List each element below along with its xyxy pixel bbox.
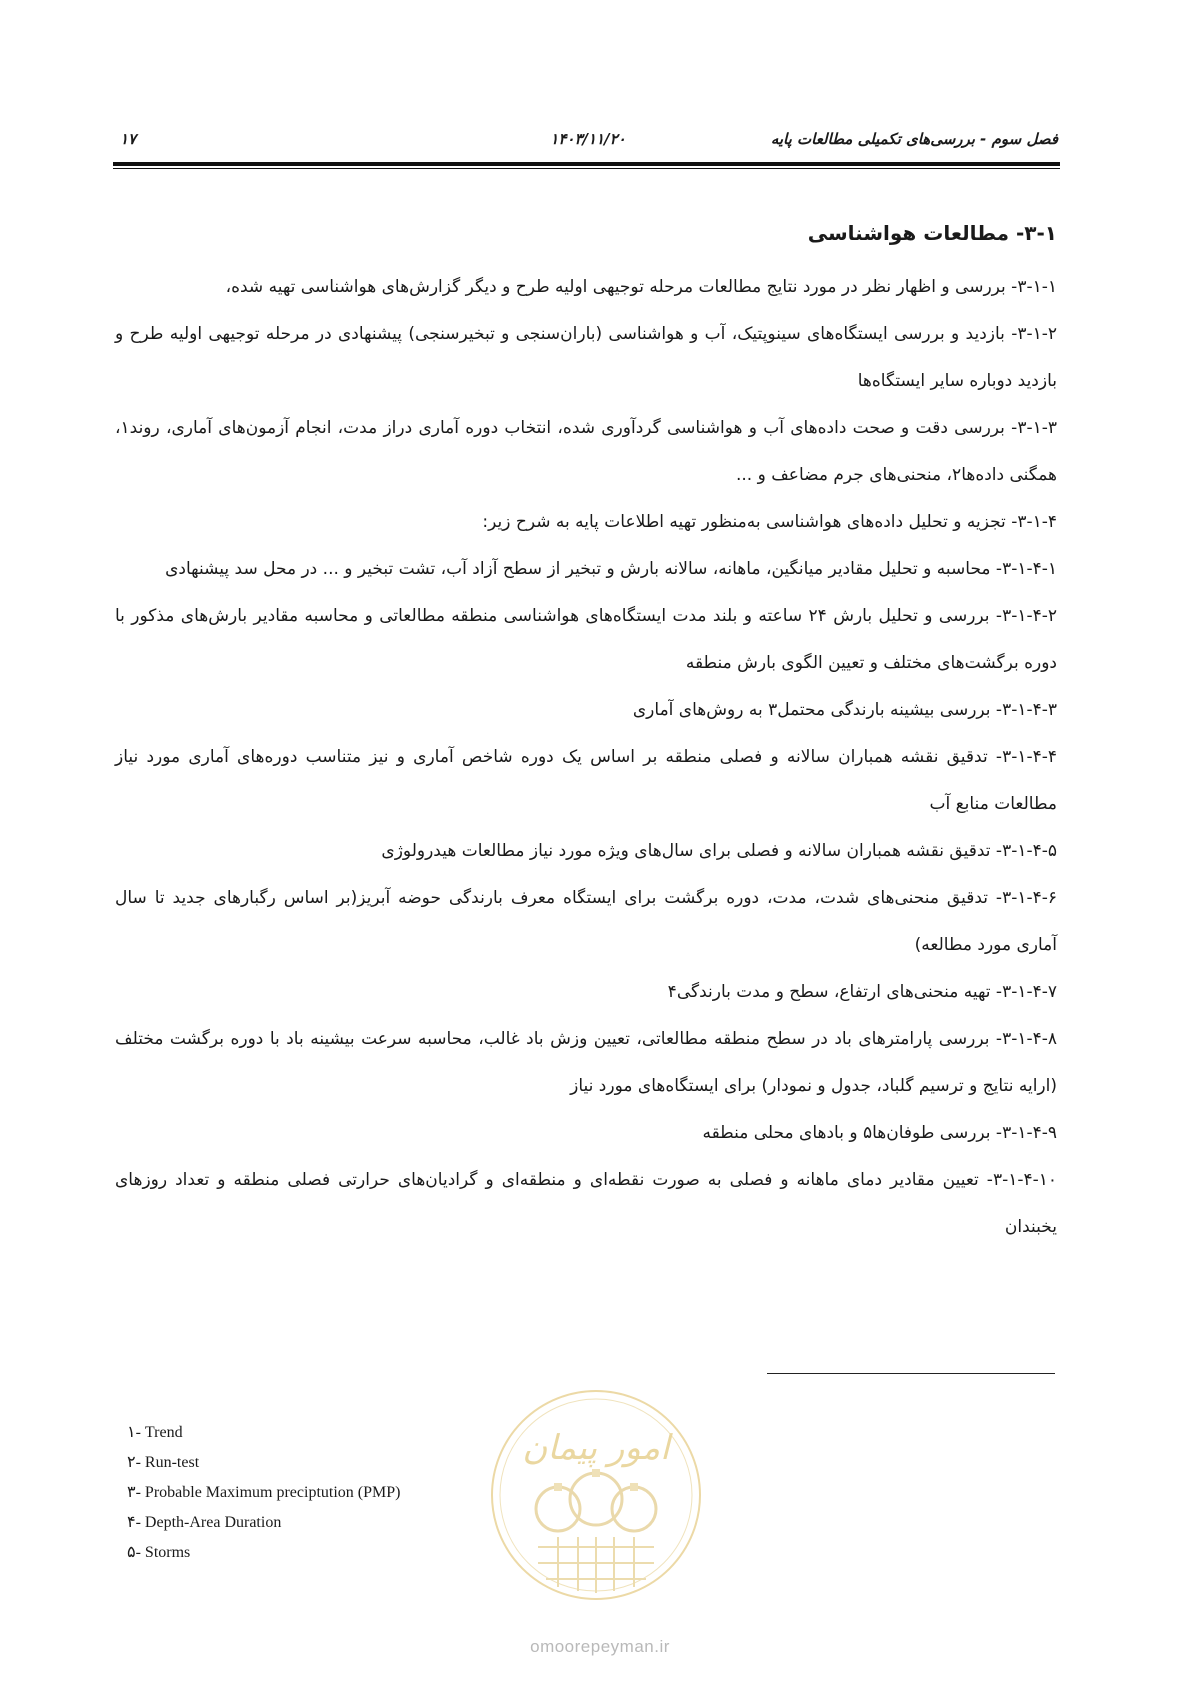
- list-item: ۳-۱-۴-۱۰- تعیین مقادیر دمای ماهانه و فصلی به صورت نقطه‌ای و منطقه‌ای و گرادیان‌های حرارتی فصلی منطقه و تعداد روزهای یخبندان: [115, 1170, 1057, 1237]
- watermark-logo-text: امور پیمان: [522, 1428, 670, 1468]
- footnote: ۴- Depth-Area Duration: [127, 1514, 282, 1531]
- header-rule-thick: [113, 162, 1060, 166]
- list-item: ۳-۱-۳- بررسی دقت و صحت داده‌های آب و هواشناسی گردآوری شده، انتخاب دوره آماری دراز مدت، انجام آزمون‌های آماری، روند۱، همگنی داده‌ها۲، منحنی‌های جرم مضاعف و ...: [115, 418, 1057, 485]
- footnote: ۳- Probable Maximum preciptution (PMP): [127, 1484, 401, 1501]
- header-rule-thin: [113, 168, 1060, 169]
- list-item: ۳-۱-۴-۲- بررسی و تحلیل بارش ۲۴ ساعته و بلند مدت ایستگاه‌های هواشناسی منطقه مطالعاتی و محاسبه مقادیر بارش‌های مذکور با دوره برگشت‌های مختلف و تعیین الگوی بارش منطقه: [115, 606, 1057, 673]
- chapter-title: فصل سوم - بررسی‌های تکمیلی مطالعات پایه: [770, 130, 1058, 148]
- list-item: ۳-۱-۴- تجزیه و تحلیل داده‌های هواشناسی به‌منظور تهیه اطلاعات پایه به شرح زیر:: [482, 512, 1057, 532]
- list-item: ۳-۱-۴-۶- تدقیق منحنی‌های شدت، مدت، دوره برگشت برای ایستگاه معرف بارندگی حوضه آبریز(بر اساس رگبارهای جدید تا سال آماری مورد مطالعه): [115, 888, 1057, 955]
- footnote: ۵- Storms: [127, 1544, 191, 1561]
- list-item: ۳-۱-۴-۱- محاسبه و تحلیل مقادیر میانگین، ماهانه، سالانه بارش و تبخیر از سطح آزاد آب، تشت تبخیر و ... در محل سد پیشنهادی: [165, 559, 1057, 579]
- list-item: ۳-۱-۴-۷- تهیه منحنی‌های ارتفاع، سطح و مدت بارندگی۴: [667, 982, 1057, 1002]
- section-title: ۳-۱- مطالعات هواشناسی: [807, 221, 1057, 245]
- footnote-separator: [767, 1373, 1055, 1374]
- list-item: ۳-۱-۴-۴- تدقیق نقشه همباران سالانه و فصلی منطقه بر اساس یک دوره شاخص آماری و نیز متناسب دوره‌های آماری مورد نیاز مطالعات منابع آب: [115, 747, 1057, 814]
- list-item: ۳-۱-۱- بررسی و اظهار نظر در مورد نتایج مطالعات مرحله توجیهی اولیه طرح و دیگر گزارش‌های هواشناسی تهیه شده،: [225, 277, 1057, 297]
- footnote: ۲- Run-test: [127, 1454, 200, 1471]
- watermark-logo-icon: [488, 1387, 704, 1603]
- list-item: ۳-۱-۲- بازدید و بررسی ایستگاه‌های سینوپتیک، آب و هواشناسی (باران‌سنجی و تبخیرسنجی) پیشنهادی در مرحله توجیهی اولیه طرح و بازدید دوباره سایر ایستگاه‌ها: [115, 324, 1057, 391]
- page-number: ۱۷: [120, 130, 137, 148]
- footnote: ۱- Trend: [127, 1424, 183, 1441]
- main-content: [115, 218, 1057, 1251]
- list-item: ۳-۱-۴-۵- تدقیق نقشه همباران سالانه و فصلی برای سال‌های ویژه مورد نیاز مطالعات هیدرولوژی: [381, 841, 1057, 861]
- page-header: [118, 130, 1058, 158]
- document-date: ۱۴۰۳/۱۱/۲۰: [550, 130, 626, 148]
- list-item: ۳-۱-۴-۹- بررسی طوفان‌ها۵ و بادهای محلی منطقه: [702, 1123, 1057, 1143]
- list-item: ۳-۱-۴-۸- بررسی پارامترهای باد در سطح منطقه مطالعاتی، تعیین وزش باد غالب، محاسبه سرعت بیشینه باد با دوره برگشت مختلف (ارایه نتایج و ترسیم گلباد، جدول و نمودار) برای ایستگاه‌های مورد نیاز: [115, 1029, 1057, 1096]
- watermark-site: omoorepeyman.ir: [530, 1637, 670, 1656]
- list-item: ۳-۱-۴-۳- بررسی بیشینه بارندگی محتمل۳ به روش‌های آماری: [632, 700, 1057, 720]
